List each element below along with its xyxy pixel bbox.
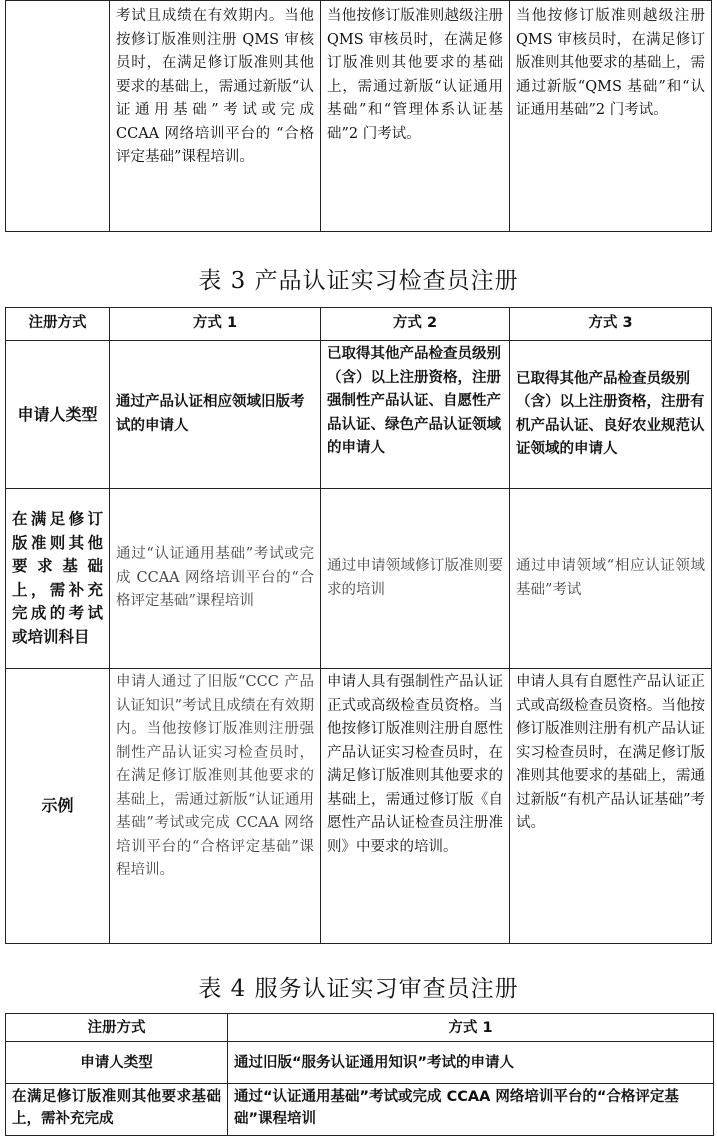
- row-label-supplement: 在满足修订版准则其他要求基础上，需补充完成: [6, 1084, 228, 1136]
- row-label-applicant-type: 申请人类型: [6, 1042, 228, 1084]
- table4-header-method1: 方式 1: [228, 1014, 714, 1042]
- table3-header-method: 注册方式: [6, 308, 110, 341]
- cell-method1-example: 考试且成绩在有效期内。当他按修订版准则注册 QMS 审核员时，在满足修订版准则其他要求的基础上，需通过新版“认证通用基础”考试或完成 CCAA 网络培训平台的 “合格评定基础”课程培训。: [110, 1, 321, 232]
- table-row: [6, 669, 712, 944]
- cell-supplement-method1: 通过“认证通用基础”考试或完成 CCAA 网络培训平台的“合格评定基础”课程培训: [110, 489, 321, 669]
- table-continuation: [5, 0, 712, 232]
- table4-caption: 表 4 服务认证实习审查员注册: [198, 976, 519, 1002]
- row-label-applicant-type: 申请人类型: [6, 341, 110, 489]
- table3-header-method1: 方式 1: [110, 308, 321, 341]
- table4-header-method: 注册方式: [6, 1014, 228, 1042]
- table3: [5, 307, 712, 944]
- table3-header-method3: 方式 3: [510, 308, 712, 341]
- cell-method2-example: 当他按修订版准则越级注册QMS 审核员时，在满足修订版准则其他要求的基础上，需通过新版“认证通用基础”和“管理体系认证基础”2 门考试。: [321, 1, 510, 232]
- table3-header-method2: 方式 2: [321, 308, 510, 341]
- cell-example-method1: 申请人通过了旧版“CCC 产品认证知识”考试且成绩在有效期内。当他按修订版准则注册强制性产品认证实习检查员时，在满足修订版准则其他要求的基础上，需通过新版“认证通用基础”考试或完成 CCAA 网络培训平台的“合格评定基础”课程培训。: [110, 669, 321, 944]
- table-row: [6, 341, 712, 489]
- cell-supplement-method2: 通过申请领域修订版准则要求的培训: [321, 489, 510, 669]
- cell-supplement-method1: 通过“认证通用基础”考试或完成 CCAA 网络培训平台的“合格评定基础”课程培训: [228, 1084, 714, 1136]
- table-row: [6, 1042, 714, 1084]
- cell-applicant-method2: 已取得其他产品检查员级别（含）以上注册资格，注册强制性产品认证、自愿性产品认证、绿色产品认证领域的申请人: [321, 341, 510, 489]
- cell-method3-example: 当他按修订版准则越级注册 QMS 审核员时，在满足修订版准则其他要求的基础上，需通过新版“QMS 基础”和“认证通用基础”2 门考试。: [510, 1, 712, 232]
- cell-supplement-method3: 通过申请领域“相应认证领域基础”考试: [510, 489, 712, 669]
- cell-empty: [6, 1, 110, 232]
- row-label-supplement: 在满足修订版准则其他要求基础上，需补充完成的考试或培训科目: [6, 489, 110, 669]
- cell-applicant-method1: 通过产品认证相应领域旧版考试的申请人: [110, 341, 321, 489]
- row-label-example: 示例: [6, 669, 110, 944]
- table-row: [6, 1084, 714, 1136]
- table3-header-row: [6, 308, 712, 341]
- table-row: [6, 489, 712, 669]
- table3-caption: 表 3 产品认证实习检查员注册: [198, 268, 519, 294]
- cell-example-method2: 申请人具有强制性产品认证正式或高级检查员资格。当他按修订版准则注册自愿性产品认证实习检查员时，在满足修订版准则其他要求的基础上，需通过修订版《自愿性产品认证检查员注册准则》中要求的培训。: [321, 669, 510, 944]
- cell-example-method3: 申请人具有自愿性产品认证正式或高级检查员资格。当他按修订版准则注册有机产品认证实习检查员时，在满足修订版准则其他要求的基础上，需通过新版“有机产品认证基础”考试。: [510, 669, 712, 944]
- cell-applicant-method3: 已取得其他产品检查员级别（含）以上注册资格，注册有机产品认证、良好农业规范认证领域的申请人: [510, 341, 712, 489]
- table4: [5, 1013, 714, 1136]
- table4-header-row: [6, 1014, 714, 1042]
- cell-applicant-method1: 通过旧版“服务认证通用知识”考试的申请人: [228, 1042, 714, 1084]
